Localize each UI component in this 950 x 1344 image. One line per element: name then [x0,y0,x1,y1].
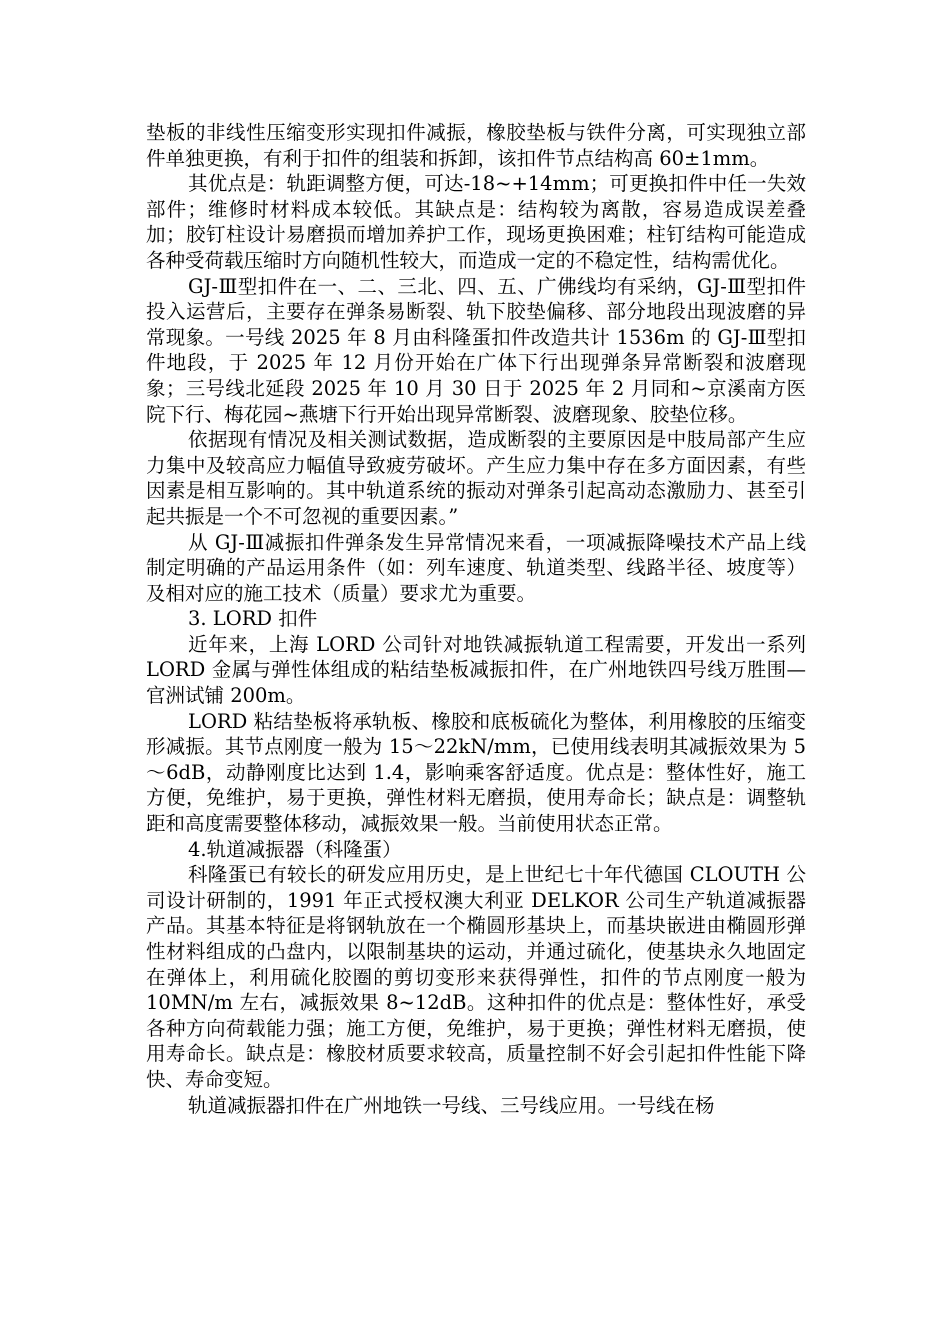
paragraph-lord-intro: 近年来，上海 LORD 公司针对地铁减振轨道工程需要，开发出一系列 LORD 金属与弹性体组成的粘结垫板减振扣件，在广州地铁四号线万胜围—官洲试铺 200m。 [146,632,806,708]
paragraph-lord-details: LORD 粘结垫板将承轨板、橡胶和底板硫化为整体，利用橡胶的压缩变形减振。其节点刚度一般为 15～22kN/mm，已使用线表明其减振效果为 5～6dB，动静刚度比达到 1.4，影响乘客舒适度。优点是：整体性好，施工方便，免维护，易于更换，弹性材料无磨损，使用寿命长；缺点是：调整轨距和高度需要整体移动，减振效果一般。当前使用状态正常。 [146,709,806,836]
paragraph-track-damper-details: 科隆蛋已有较长的研发应用历史，是上世纪七十年代德国 CLOUTH 公司设计研制的，1991 年正式授权澳大利亚 DELKOR 公司生产轨道减振器产品。其基本特征是将钢轨放在一个椭圆形基块上，而基块嵌进由椭圆形弹性材料组成的凸盘内，以限制基块的运动，并通过硫化，使基块永久地固定在弹体上，利用硫化胶圈的剪切变形来获得弹性，扣件的节点刚度一般为 10MN/m 左右，减振效果 8~12dB。这种扣件的优点是：整体性好，承受各种方向荷载能力强；施工方便，免维护，易于更换；弹性材料无磨损，使用寿命长。缺点是：橡胶材质要求较高，质量控制不好会引起扣件性能下降快、寿命变短。 [146,863,806,1091]
document-body [146,120,806,1118]
section-heading-lord: 3. LORD 扣件 [188,607,318,631]
paragraph-requirements: 从 GJ-Ⅲ减振扣件弹条发生异常情况来看，一项减振降噪技术产品上线制定明确的产品运用条件（如：列车速度、轨道类型、线路半径、坡度等）及相对应的施工技术（质量）要求尤为重要。 [146,530,806,605]
paragraph-1: 垫板的非线性压缩变形实现扣件减振，橡胶垫板与铁件分离，可实现独立部件单独更换，有利于扣件的组装和拆卸，该扣件节点结构高 60±1mm。 [146,121,806,170]
paragraph-gj3-usage: GJ-Ⅲ型扣件在一、二、三北、四、五、广佛线均有采纳，GJ-Ⅲ型扣件投入运营后，主要存在弹条易断裂、轨下胶垫偏移、部分地段出现波磨的异常现象。一号线 2025 年 8 月由科隆蛋扣件改造共计 1536m 的 GJ-Ⅲ型扣件地段，于 2025 年 12 月份开始在广体下行出现弹条异常断裂和波磨现象；三号线北延段 2025 年 10 月 30 日于 2025 年 2 月同和~京溪南方医院下行、梅花园~燕塘下行开始出现异常断裂、波磨现象、胶垫位移。 [146,274,806,426]
paragraph-advantages: 其优点是：轨距调整方便，可达-18~+14mm；可更换扣件中任一失效部件；维修时材料成本较低。其缺点是：结构较为离散，容易造成误差叠加；胶钉柱设计易磨损而增加养护工作，现场更换困难；柱钉结构可能造成各种受荷载压缩时方向随机性较大，而造成一定的不稳定性，结构需优化。 [146,172,806,272]
section-heading-track-damper: 4.轨道减振器（科隆蛋） [188,837,402,861]
paragraph-fracture-cause: 依据现有情况及相关测试数据，造成断裂的主要原因是中肢局部产生应力集中及较高应力幅值导致疲劳破坏。产生应力集中存在多方面因素，有些因素是相互影响的。其中轨道系统的振动对弹条引起高动态激励力、甚至引起共振是一个不可忽视的重要因素。” [146,428,806,528]
paragraph-track-damper-usage: 轨道减振器扣件在广州地铁一号线、三号线应用。一号线在杨 [188,1093,715,1117]
